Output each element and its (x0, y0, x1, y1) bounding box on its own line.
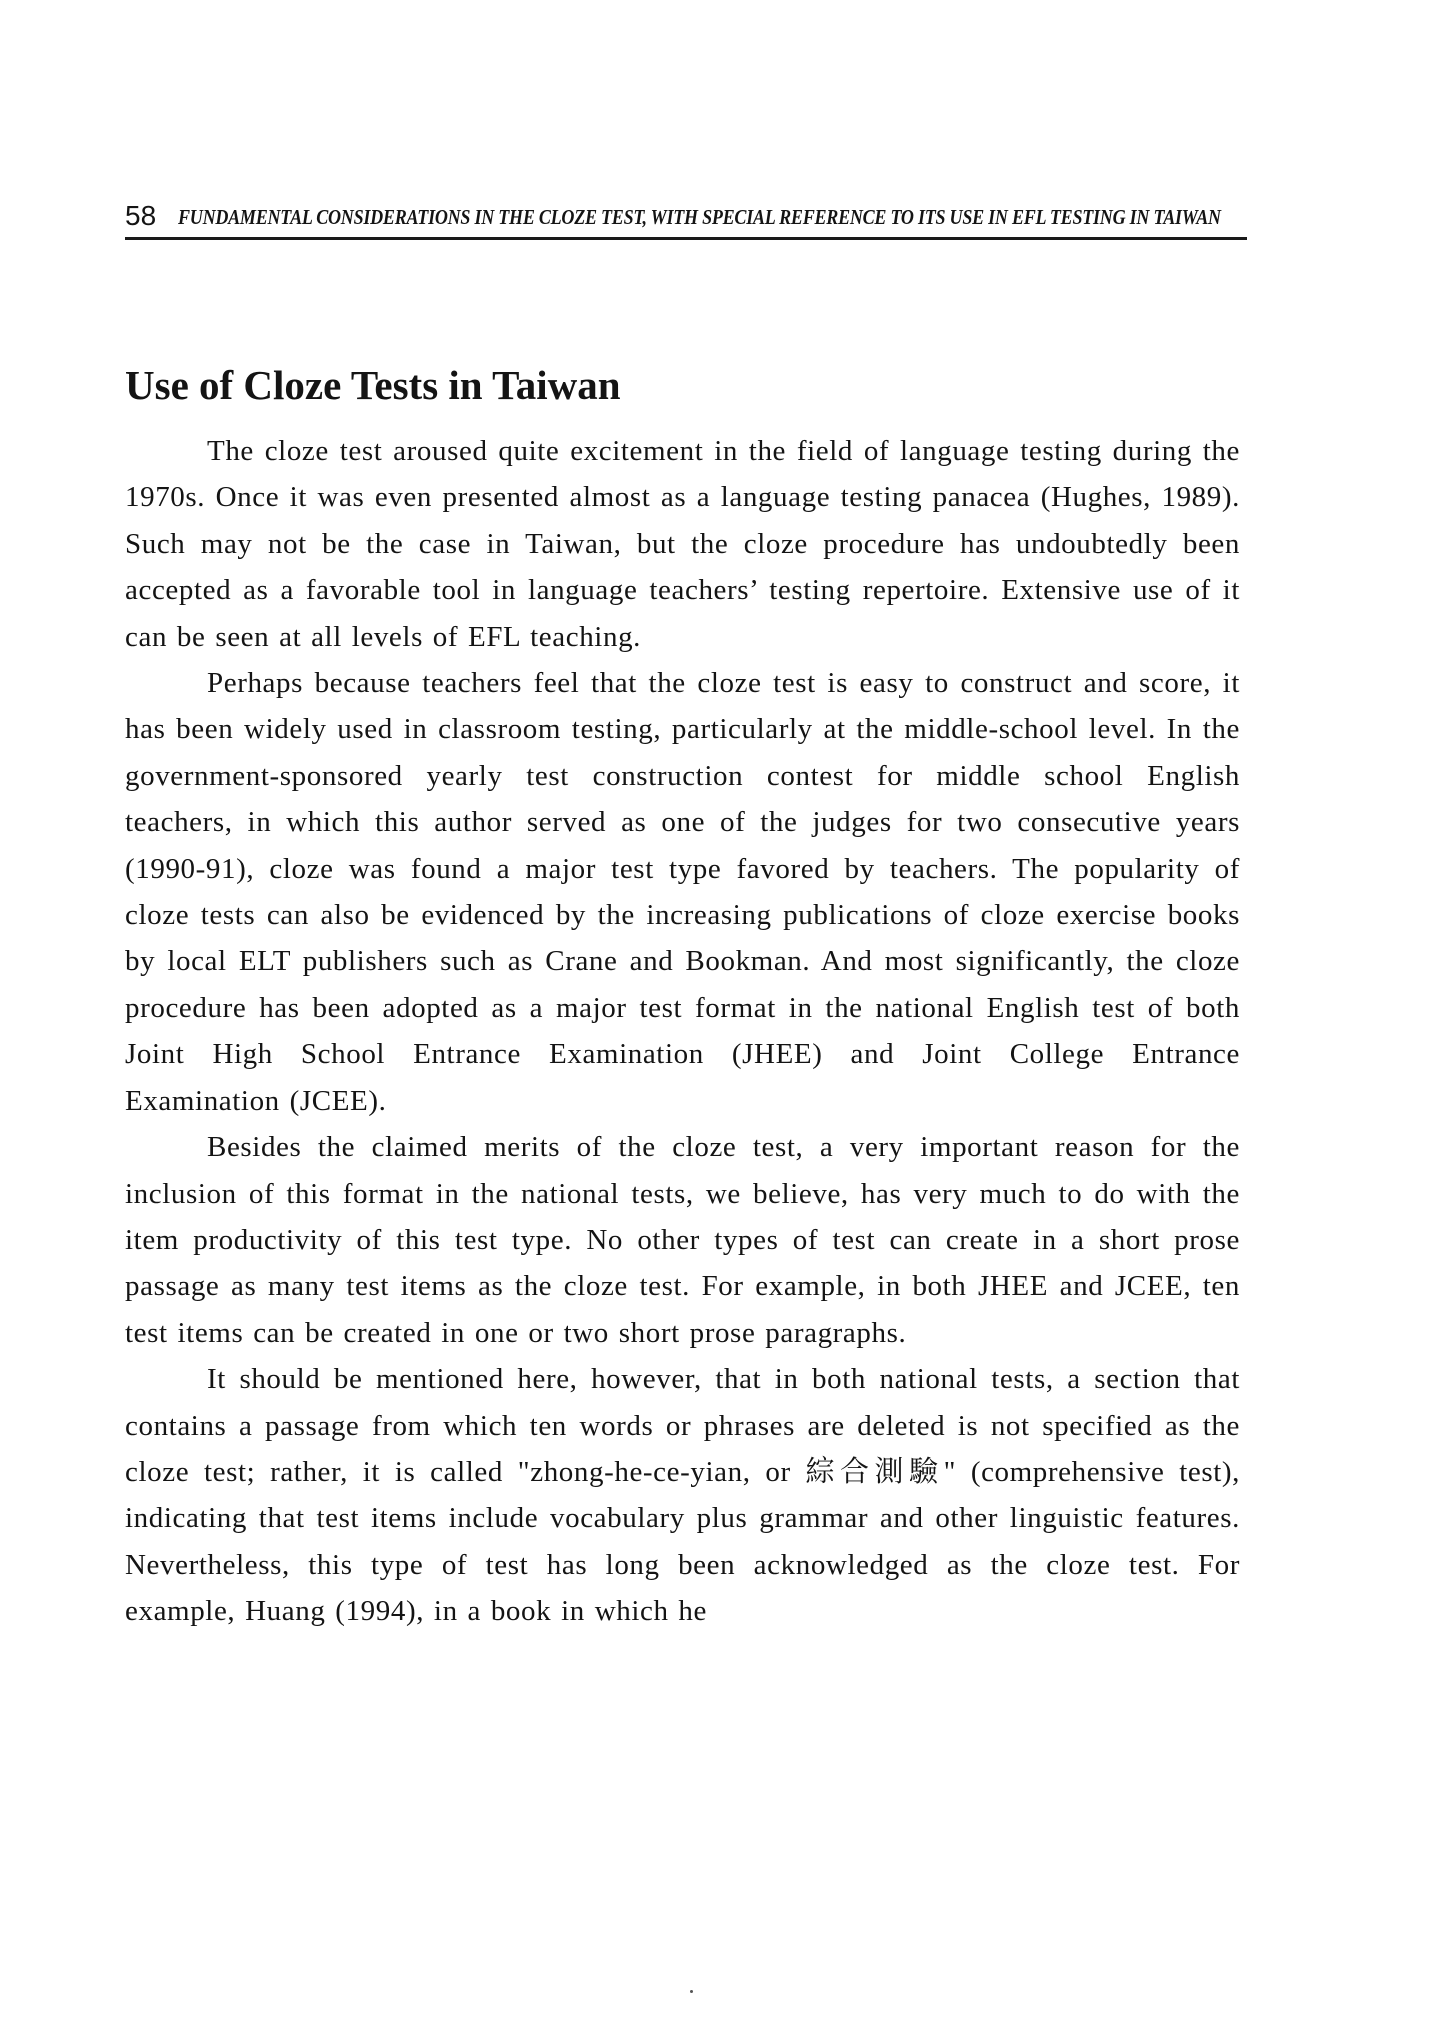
paragraph-3: Besides the claimed merits of the cloze test, a very important reason for the inclusion of this format in the national tests, we believe, has very much to do with the item productivity of this test type. No other types of test can create in a short prose passage as many test items as the cloze test. For example, in both JHEE and JCEE, ten test items can be created in one or two short prose paragraphs. (125, 1131, 1240, 1349)
page-number: 58 (125, 200, 157, 231)
paragraph-1: The cloze test aroused quite excitement in the field of language testing during the 1970s. Once it was even presented almost as a language testing panacea (Hughes, 1989). Such may not be the case in Taiwan, but the cloze procedure has undoubtedly been accepted as a favorable tool in language teachers’ testing repertoire. Extensive use of it can be seen at all levels of EFL teaching. (125, 435, 1240, 653)
scan-speck (690, 1990, 693, 1993)
paragraph-2: Perhaps because teachers feel that the cloze test is easy to construct and score, it has been widely used in classroom testing, particularly at the middle-school level. In the government-sponsored yearly test construction contest for middle school English teachers, in which this author served as one of the judges for two consecutive years (1990-91), cloze was found a major test type favored by teachers. The popularity of cloze tests can also be evidenced by the increasing publications of cloze exercise books by local ELT publishers such as Crane and Bookman. And most significantly, the cloze procedure has been adopted as a major test format in the national English test of both Joint High School Entrance Examination (JHEE) and Joint College Entrance Examination (JCEE). (125, 667, 1240, 1117)
body-text (125, 428, 1240, 1635)
running-title: FUNDAMENTAL CONSIDERATIONS IN THE CLOZE TEST, WITH SPECIAL REFERENCE TO ITS USE IN EFL TESTING IN TAIWAN (178, 205, 1221, 229)
paragraph-4: It should be mentioned here, however, that in both national tests, a section that contains a passage from which ten words or phrases are deleted is not specified as the cloze test; rather, it is called "zhong-he-ce-yian, or 綜合測驗" (comprehensive test), indicating that test items include vocabulary plus grammar and other linguistic features. Nevertheless, this type of test has long been acknowledged as the cloze test. For example, Huang (1994), in a book in which he (125, 1363, 1240, 1628)
section-heading: Use of Cloze Tests in Taiwan (125, 362, 621, 408)
running-header (125, 195, 1247, 240)
